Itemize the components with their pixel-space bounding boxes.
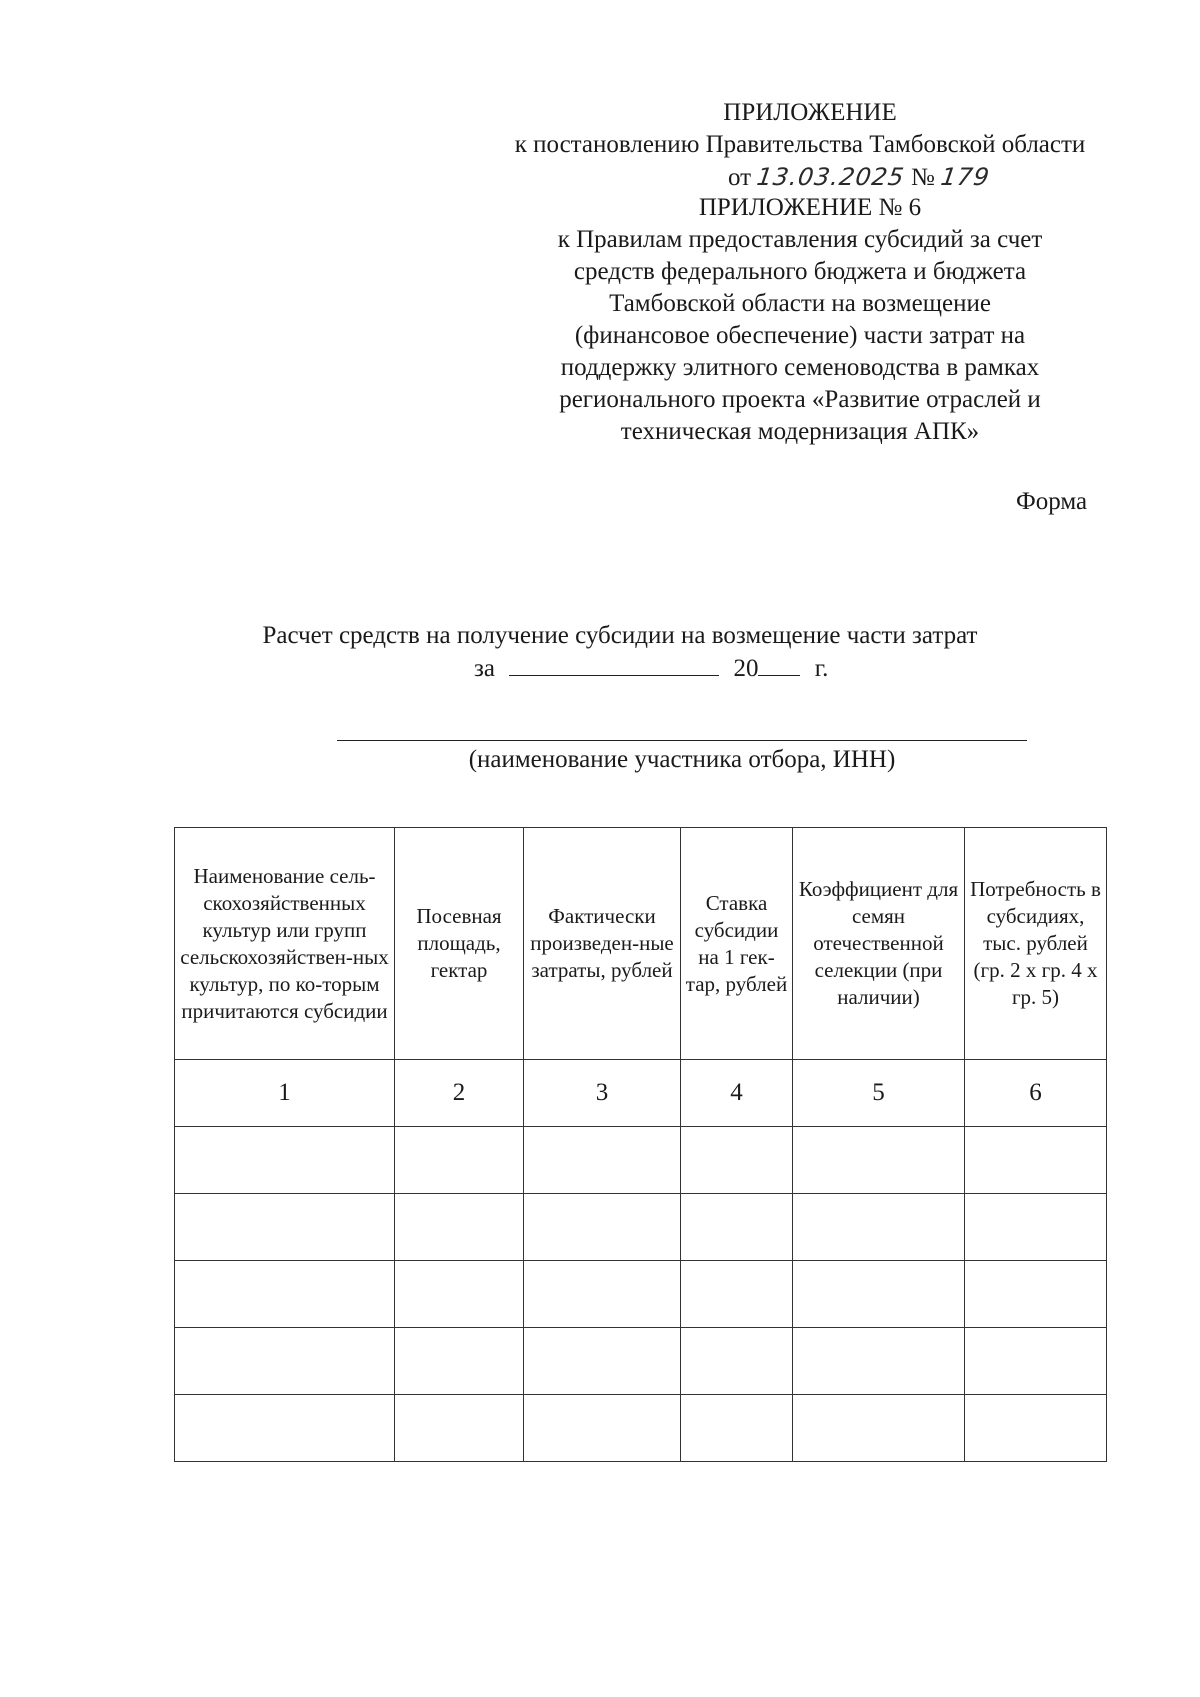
- table-row: [175, 1127, 1107, 1194]
- table-cell[interactable]: [793, 1395, 965, 1462]
- appendix-title: ПРИЛОЖЕНИЕ: [723, 99, 897, 126]
- appendix6-title: ПРИЛОЖЕНИЕ № 6: [698, 194, 922, 221]
- table-cell[interactable]: [681, 1328, 793, 1395]
- calculation-table: [174, 827, 1107, 1462]
- participant-caption: (наименование участника отбора, ИНН): [468, 746, 896, 773]
- handwritten-date: 13.03.2025: [755, 163, 907, 191]
- table-cell[interactable]: [965, 1395, 1107, 1462]
- table-cell[interactable]: [395, 1328, 524, 1395]
- column-number: 6: [965, 1060, 1107, 1127]
- table-row: [175, 1328, 1107, 1395]
- resolution-line: к постановлению Правительства Тамбовской области: [514, 131, 1086, 158]
- column-number: 3: [524, 1060, 681, 1127]
- table-cell[interactable]: [793, 1261, 965, 1328]
- rules-line: техническая модернизация АПК»: [620, 418, 980, 445]
- period-prefix: за: [474, 655, 495, 682]
- header-crop-name: Наименование сель-скохозяйственных культур или групп сельскохозяйствен-ных культур, по ко-торым причитаются субсидии: [175, 828, 395, 1060]
- table-header-row: [175, 828, 1107, 1060]
- calculation-title: Расчет средств на получение субсидии на возмещение части затрат: [262, 622, 978, 649]
- column-number-row: [175, 1060, 1107, 1127]
- year-suffix: г.: [814, 655, 829, 682]
- table-cell[interactable]: [175, 1261, 395, 1328]
- year-blank[interactable]: [758, 653, 800, 676]
- rules-line: средств федерального бюджета и бюджета: [573, 258, 1027, 285]
- table-cell[interactable]: [965, 1328, 1107, 1395]
- rules-line: поддержку элитного семеноводства в рамках: [560, 354, 1040, 381]
- table-cell[interactable]: [524, 1395, 681, 1462]
- period-blank[interactable]: [509, 653, 719, 676]
- table-cell[interactable]: [175, 1127, 395, 1194]
- table-cell[interactable]: [395, 1194, 524, 1261]
- table-cell[interactable]: [965, 1261, 1107, 1328]
- table-row: [175, 1261, 1107, 1328]
- table-row: [175, 1395, 1107, 1462]
- table-cell[interactable]: [175, 1328, 395, 1395]
- table-cell[interactable]: [681, 1127, 793, 1194]
- number-sign: №: [911, 164, 935, 191]
- table-cell[interactable]: [395, 1127, 524, 1194]
- header-sown-area: Посевная площадь, гектар: [395, 828, 524, 1060]
- header-subsidy-need: Потребность в субсидиях, тыс. рублей (гр. 2 x гр. 4 x гр. 5): [965, 828, 1107, 1060]
- header-actual-costs: Фактически произведен-ные затраты, рублей: [524, 828, 681, 1060]
- table-cell[interactable]: [965, 1127, 1107, 1194]
- rules-line: к Правилам предоставления субсидий за счет: [557, 226, 1043, 253]
- table-cell[interactable]: [681, 1261, 793, 1328]
- table-cell[interactable]: [681, 1194, 793, 1261]
- table-cell[interactable]: [524, 1127, 681, 1194]
- handwritten-number: 179: [939, 163, 992, 191]
- form-label: Форма: [1016, 488, 1088, 515]
- year-prefix: 20: [733, 655, 759, 682]
- table-cell[interactable]: [175, 1395, 395, 1462]
- table-cell[interactable]: [793, 1328, 965, 1395]
- resolution-date-line: [728, 162, 990, 193]
- table-cell[interactable]: [793, 1194, 965, 1261]
- table-cell[interactable]: [175, 1194, 395, 1261]
- table-cell[interactable]: [793, 1127, 965, 1194]
- table-cell[interactable]: [395, 1261, 524, 1328]
- period-line: [474, 653, 828, 684]
- column-number: 5: [793, 1060, 965, 1127]
- table-cell[interactable]: [965, 1194, 1107, 1261]
- header-subsidy-rate: Ставка субсидии на 1 гек-тар, рублей: [681, 828, 793, 1060]
- participant-blank-line[interactable]: [337, 740, 1027, 741]
- table-cell[interactable]: [524, 1194, 681, 1261]
- table-cell[interactable]: [395, 1395, 524, 1462]
- header-coefficient: Коэффициент для семян отечественной селекции (при наличии): [793, 828, 965, 1060]
- column-number: 4: [681, 1060, 793, 1127]
- table-cell[interactable]: [524, 1261, 681, 1328]
- rules-line: регионального проекта «Развитие отраслей и: [559, 386, 1041, 413]
- rules-line: (финансовое обеспечение) части затрат на: [574, 322, 1026, 349]
- table-row: [175, 1194, 1107, 1261]
- rules-line: Тамбовской области на возмещение: [609, 290, 991, 317]
- from-prefix: от: [728, 164, 752, 191]
- table-cell[interactable]: [524, 1328, 681, 1395]
- table-cell[interactable]: [681, 1395, 793, 1462]
- column-number: 2: [395, 1060, 524, 1127]
- column-number: 1: [175, 1060, 395, 1127]
